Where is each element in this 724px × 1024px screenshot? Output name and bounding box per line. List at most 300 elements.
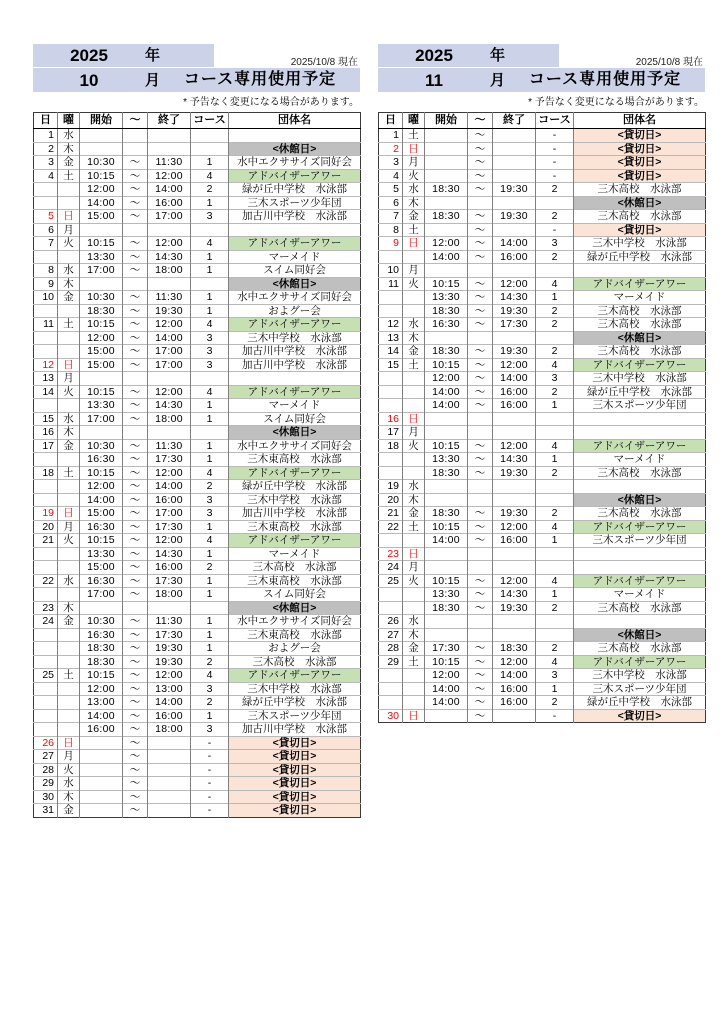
weekday-cell: 火 — [58, 385, 80, 399]
group-name-cell: <貸切日> — [574, 156, 706, 170]
weekday-cell: 水 — [403, 615, 425, 629]
weekday-cell: 火 — [403, 277, 425, 291]
tilde-cell: ～ — [123, 264, 148, 278]
start-time-cell: 13:30 — [80, 250, 123, 264]
weekday-cell: 火 — [403, 439, 425, 453]
course-count-cell: 4 — [191, 169, 229, 183]
day-cell: 8 — [379, 223, 403, 237]
start-time-cell: 13:30 — [80, 547, 123, 561]
schedule-row — [379, 655, 706, 669]
end-time-cell: 12:00 — [493, 439, 536, 453]
tilde-cell: ～ — [123, 723, 148, 737]
weekday-cell: 日 — [403, 142, 425, 156]
end-time-cell: 16:00 — [148, 561, 191, 575]
end-time-cell — [148, 426, 191, 440]
start-time-cell: 16:00 — [80, 723, 123, 737]
end-time-cell: 16:00 — [493, 534, 536, 548]
end-time-cell: 11:30 — [148, 291, 191, 305]
end-time-cell: 19:30 — [148, 655, 191, 669]
course-count-cell: 3 — [191, 358, 229, 372]
tilde-cell: ～ — [468, 507, 493, 521]
end-time-cell: 19:30 — [493, 601, 536, 615]
start-time-cell: 16:30 — [80, 453, 123, 467]
start-time-cell — [80, 372, 123, 386]
start-time-cell: 14:00 — [80, 493, 123, 507]
group-name-cell: 三木スポーツ少年団 — [229, 196, 361, 210]
tilde-cell: ～ — [468, 169, 493, 183]
group-name-cell: 三木スポーツ少年団 — [574, 399, 706, 413]
course-count-cell — [536, 615, 574, 629]
course-count-cell: 4 — [191, 385, 229, 399]
group-name-cell: およグー会 — [229, 304, 361, 318]
weekday-cell — [403, 372, 425, 386]
schedule-row — [34, 453, 361, 467]
end-time-cell — [493, 426, 536, 440]
col-header-group: 団体名 — [574, 113, 706, 129]
start-time-cell — [425, 264, 468, 278]
start-time-cell: 16:30 — [80, 628, 123, 642]
col-header-end: 終了 — [148, 113, 191, 129]
course-count-cell: 4 — [191, 534, 229, 548]
start-time-cell: 10:30 — [80, 439, 123, 453]
course-count-cell — [536, 628, 574, 642]
weekday-cell: 土 — [58, 169, 80, 183]
end-time-cell: 12:00 — [493, 358, 536, 372]
start-time-cell: 17:00 — [80, 412, 123, 426]
weekday-cell — [403, 534, 425, 548]
day-cell: 3 — [379, 156, 403, 170]
group-name-cell: 三木中学校 水泳部 — [229, 331, 361, 345]
group-name-cell — [229, 223, 361, 237]
course-count-cell: 3 — [191, 331, 229, 345]
course-count-cell: 3 — [191, 682, 229, 696]
col-header-day: 日 — [34, 113, 58, 129]
end-time-cell: 12:00 — [148, 534, 191, 548]
start-time-cell: 10:15 — [80, 534, 123, 548]
weekday-cell: 日 — [403, 709, 425, 723]
weekday-cell — [58, 493, 80, 507]
start-time-cell: 16:30 — [425, 318, 468, 332]
course-count-cell: 1 — [191, 264, 229, 278]
end-time-cell: 14:00 — [493, 669, 536, 683]
schedule-row — [379, 507, 706, 521]
tilde-cell: ～ — [123, 804, 148, 818]
tilde-cell: ～ — [123, 682, 148, 696]
schedule-row — [379, 561, 706, 575]
end-time-cell: 14:30 — [148, 250, 191, 264]
day-cell: 9 — [34, 277, 58, 291]
weekday-cell — [58, 547, 80, 561]
group-name-cell: 三木高校 水泳部 — [229, 561, 361, 575]
day-cell — [34, 480, 58, 494]
col-header-weekday: 曜 — [58, 113, 80, 129]
group-name-cell: 三木スポーツ少年団 — [229, 709, 361, 723]
col-header-day: 日 — [379, 113, 403, 129]
course-count-cell: - — [536, 156, 574, 170]
weekday-cell: 金 — [58, 804, 80, 818]
course-count-cell: 1 — [191, 453, 229, 467]
course-count-cell — [191, 601, 229, 615]
group-name-cell: 加古川中学校 水泳部 — [229, 345, 361, 359]
day-cell: 31 — [34, 804, 58, 818]
day-cell — [379, 669, 403, 683]
start-time-cell — [425, 547, 468, 561]
group-name-cell: 緑が丘中学校 水泳部 — [229, 480, 361, 494]
end-time-cell — [493, 264, 536, 278]
weekday-cell — [58, 304, 80, 318]
course-count-cell: 1 — [191, 399, 229, 413]
end-time-cell — [148, 790, 191, 804]
start-time-cell: 12:00 — [425, 372, 468, 386]
weekday-cell: 月 — [403, 426, 425, 440]
group-name-cell: 水中エクササイズ同好会 — [229, 156, 361, 170]
day-cell: 30 — [379, 709, 403, 723]
end-time-cell: 14:00 — [148, 696, 191, 710]
weekday-cell — [403, 696, 425, 710]
course-count-cell: 1 — [191, 642, 229, 656]
group-name-cell: スイム同好会 — [229, 264, 361, 278]
course-count-cell: 1 — [191, 439, 229, 453]
weekday-cell: 水 — [58, 129, 80, 143]
schedule-row — [34, 736, 361, 750]
course-count-cell: 2 — [536, 601, 574, 615]
group-name-cell: 緑が丘中学校 水泳部 — [574, 696, 706, 710]
tilde-cell: ～ — [123, 399, 148, 413]
tilde-cell: ～ — [123, 763, 148, 777]
schedule-row — [379, 250, 706, 264]
tilde-cell: ～ — [123, 709, 148, 723]
schedule-row — [34, 763, 361, 777]
day-cell: 21 — [379, 507, 403, 521]
year-unit: 年 — [145, 47, 161, 64]
start-time-cell: 10:15 — [425, 358, 468, 372]
start-time-cell: 18:30 — [425, 183, 468, 197]
group-name-cell — [574, 264, 706, 278]
tilde-cell: ～ — [468, 156, 493, 170]
weekday-cell: 月 — [403, 264, 425, 278]
group-name-cell: <貸切日> — [229, 790, 361, 804]
group-name-cell: <貸切日> — [574, 169, 706, 183]
day-cell: 25 — [34, 669, 58, 683]
course-count-cell: 1 — [191, 412, 229, 426]
end-time-cell: 18:00 — [148, 412, 191, 426]
start-time-cell — [425, 493, 468, 507]
group-name-cell — [574, 615, 706, 629]
group-name-cell: 三木東高校 水泳部 — [229, 453, 361, 467]
weekday-cell: 木 — [58, 277, 80, 291]
weekday-cell: 金 — [403, 345, 425, 359]
start-time-cell: 10:15 — [425, 277, 468, 291]
weekday-cell — [58, 183, 80, 197]
tilde-cell — [123, 601, 148, 615]
schedule-row — [34, 750, 361, 764]
day-cell: 13 — [34, 372, 58, 386]
schedule-row — [379, 237, 706, 251]
weekday-cell — [58, 628, 80, 642]
group-name-cell — [229, 372, 361, 386]
day-cell: 15 — [379, 358, 403, 372]
day-cell: 20 — [34, 520, 58, 534]
weekday-cell — [58, 709, 80, 723]
course-count-cell: 1 — [536, 399, 574, 413]
group-name-cell: アドバイザーアワー — [229, 466, 361, 480]
day-cell: 28 — [34, 763, 58, 777]
day-cell: 24 — [34, 615, 58, 629]
tilde-cell: ～ — [468, 250, 493, 264]
start-time-cell: 12:00 — [425, 237, 468, 251]
schedule-row — [379, 223, 706, 237]
day-cell: 20 — [379, 493, 403, 507]
schedule-row — [34, 223, 361, 237]
schedule-row — [34, 264, 361, 278]
tilde-cell: ～ — [468, 318, 493, 332]
tilde-cell: ～ — [123, 183, 148, 197]
schedule-row — [379, 183, 706, 197]
tilde-cell: ～ — [468, 642, 493, 656]
schedule-row — [34, 426, 361, 440]
group-name-cell: <休館日> — [574, 196, 706, 210]
tilde-cell: ～ — [468, 304, 493, 318]
day-cell: 12 — [379, 318, 403, 332]
day-cell: 29 — [34, 777, 58, 791]
start-time-cell — [425, 561, 468, 575]
group-name-cell: アドバイザーアワー — [229, 318, 361, 332]
schedule-row — [379, 669, 706, 683]
end-time-cell — [493, 169, 536, 183]
group-name-cell: マーメイド — [229, 399, 361, 413]
start-time-cell: 10:15 — [80, 466, 123, 480]
month-unit: 月 — [145, 71, 161, 89]
schedule-row — [379, 709, 706, 723]
start-time-cell: 12:00 — [80, 682, 123, 696]
course-count-cell: 1 — [536, 588, 574, 602]
day-cell: 29 — [379, 655, 403, 669]
tilde-cell: ～ — [123, 331, 148, 345]
end-time-cell — [493, 196, 536, 210]
weekday-cell: 木 — [403, 628, 425, 642]
schedule-row — [34, 642, 361, 656]
schedule-row — [34, 547, 361, 561]
start-time-cell — [80, 142, 123, 156]
schedule-row — [379, 547, 706, 561]
group-name-cell: <貸切日> — [574, 129, 706, 143]
tilde-cell: ～ — [468, 237, 493, 251]
end-time-cell — [148, 750, 191, 764]
course-count-cell — [191, 372, 229, 386]
start-time-cell: 14:00 — [80, 196, 123, 210]
tilde-cell: ～ — [468, 385, 493, 399]
year-value: 2025 — [70, 46, 108, 65]
start-time-cell — [425, 412, 468, 426]
group-name-cell: 水中エクササイズ同好会 — [229, 615, 361, 629]
weekday-cell: 日 — [403, 412, 425, 426]
course-count-cell: 2 — [536, 304, 574, 318]
end-time-cell: 14:30 — [148, 399, 191, 413]
day-cell: 7 — [379, 210, 403, 224]
weekday-cell: 木 — [58, 142, 80, 156]
course-count-cell: 1 — [536, 534, 574, 548]
day-cell: 10 — [379, 264, 403, 278]
group-name-cell: <貸切日> — [229, 804, 361, 818]
start-time-cell — [425, 129, 468, 143]
schedule-row — [34, 129, 361, 143]
schedule-row — [379, 345, 706, 359]
end-time-cell: 14:30 — [493, 588, 536, 602]
start-time-cell — [80, 777, 123, 791]
start-time-cell — [80, 223, 123, 237]
end-time-cell: 19:30 — [493, 466, 536, 480]
course-count-cell: 3 — [191, 210, 229, 224]
month-value: 10 — [79, 70, 99, 90]
column-header-row — [379, 113, 706, 129]
tilde-cell — [123, 223, 148, 237]
month-panel-november — [378, 44, 705, 723]
start-time-cell: 14:00 — [425, 385, 468, 399]
as-of-date: 2025/10/8 現在 — [290, 57, 358, 68]
day-cell: 24 — [379, 561, 403, 575]
course-count-cell — [191, 277, 229, 291]
end-time-cell: 12:00 — [148, 237, 191, 251]
day-cell — [379, 696, 403, 710]
group-name-cell: 加古川中学校 水泳部 — [229, 507, 361, 521]
day-cell — [34, 196, 58, 210]
day-cell — [34, 399, 58, 413]
group-name-cell: 三木高校 水泳部 — [574, 507, 706, 521]
start-time-cell — [425, 223, 468, 237]
year-value: 2025 — [415, 46, 453, 65]
schedule-row — [34, 277, 361, 291]
group-name-cell: 加古川中学校 水泳部 — [229, 210, 361, 224]
end-time-cell: 16:00 — [493, 682, 536, 696]
col-header-course: コース — [536, 113, 574, 129]
end-time-cell: 12:00 — [493, 655, 536, 669]
tilde-cell: ～ — [468, 588, 493, 602]
end-time-cell — [493, 493, 536, 507]
weekday-cell — [403, 601, 425, 615]
course-count-cell — [536, 412, 574, 426]
end-time-cell — [148, 777, 191, 791]
tilde-cell: ～ — [468, 345, 493, 359]
tilde-cell: ～ — [468, 142, 493, 156]
start-time-cell — [425, 331, 468, 345]
course-count-cell: 1 — [536, 291, 574, 305]
end-time-cell: 19:30 — [493, 507, 536, 521]
weekday-cell: 月 — [58, 520, 80, 534]
schedule-row — [379, 466, 706, 480]
group-name-cell: マーメイド — [574, 588, 706, 602]
schedule-row — [379, 129, 706, 143]
schedule-row — [34, 682, 361, 696]
day-cell: 19 — [379, 480, 403, 494]
weekday-cell: 火 — [403, 169, 425, 183]
weekday-cell: 土 — [403, 520, 425, 534]
tilde-cell: ～ — [468, 669, 493, 683]
course-count-cell: - — [536, 129, 574, 143]
end-time-cell — [148, 277, 191, 291]
end-time-cell: 19:30 — [493, 183, 536, 197]
end-time-cell — [493, 615, 536, 629]
end-time-cell: 14:00 — [148, 183, 191, 197]
weekday-cell: 火 — [58, 763, 80, 777]
schedule-row — [379, 642, 706, 656]
schedule-row — [34, 777, 361, 791]
tilde-cell: ～ — [123, 345, 148, 359]
tilde-cell: ～ — [123, 385, 148, 399]
end-time-cell: 19:30 — [148, 642, 191, 656]
start-time-cell — [80, 601, 123, 615]
course-count-cell: 1 — [191, 574, 229, 588]
course-count-cell: 2 — [536, 250, 574, 264]
course-count-cell: 2 — [191, 183, 229, 197]
weekday-cell — [58, 250, 80, 264]
day-cell: 16 — [379, 412, 403, 426]
tilde-cell: ～ — [123, 466, 148, 480]
tilde-cell: ～ — [468, 655, 493, 669]
end-time-cell — [148, 129, 191, 143]
start-time-cell: 10:30 — [80, 291, 123, 305]
start-time-cell: 14:00 — [425, 250, 468, 264]
group-name-cell: 水中エクササイズ同好会 — [229, 291, 361, 305]
schedule-table-october — [33, 112, 361, 818]
day-cell — [379, 453, 403, 467]
start-time-cell: 18:30 — [425, 345, 468, 359]
schedule-row — [34, 790, 361, 804]
day-cell: 22 — [34, 574, 58, 588]
tilde-cell: ～ — [123, 480, 148, 494]
start-time-cell: 13:30 — [425, 453, 468, 467]
start-time-cell: 15:00 — [80, 210, 123, 224]
start-time-cell: 10:15 — [425, 574, 468, 588]
tilde-cell: ～ — [468, 520, 493, 534]
day-cell: 4 — [379, 169, 403, 183]
start-time-cell: 17:00 — [80, 588, 123, 602]
weekday-cell: 土 — [403, 358, 425, 372]
day-cell — [34, 696, 58, 710]
schedule-row — [34, 520, 361, 534]
schedule-row — [379, 196, 706, 210]
day-cell — [379, 588, 403, 602]
start-time-cell: 12:00 — [425, 669, 468, 683]
weekday-cell — [58, 399, 80, 413]
schedule-row — [34, 601, 361, 615]
group-name-cell: 緑が丘中学校 水泳部 — [229, 183, 361, 197]
tilde-cell: ～ — [123, 439, 148, 453]
tilde-cell — [468, 615, 493, 629]
schedule-row — [34, 480, 361, 494]
schedule-row — [34, 655, 361, 669]
tilde-cell: ～ — [123, 250, 148, 264]
start-time-cell: 18:30 — [425, 466, 468, 480]
course-count-cell: - — [536, 142, 574, 156]
end-time-cell: 17:00 — [148, 210, 191, 224]
schedule-row — [34, 696, 361, 710]
tilde-cell — [468, 493, 493, 507]
group-name-cell: 三木高校 水泳部 — [574, 183, 706, 197]
group-name-cell — [574, 412, 706, 426]
day-cell — [379, 304, 403, 318]
group-name-cell: 三木高校 水泳部 — [574, 642, 706, 656]
schedule-row — [379, 615, 706, 629]
course-count-cell: 1 — [191, 588, 229, 602]
tilde-cell: ～ — [123, 615, 148, 629]
start-time-cell: 10:15 — [80, 318, 123, 332]
weekday-cell — [403, 291, 425, 305]
start-time-cell: 18:30 — [425, 210, 468, 224]
weekday-cell — [403, 453, 425, 467]
group-name-cell: アドバイザーアワー — [229, 534, 361, 548]
course-count-cell: 2 — [191, 480, 229, 494]
tilde-cell: ～ — [123, 237, 148, 251]
